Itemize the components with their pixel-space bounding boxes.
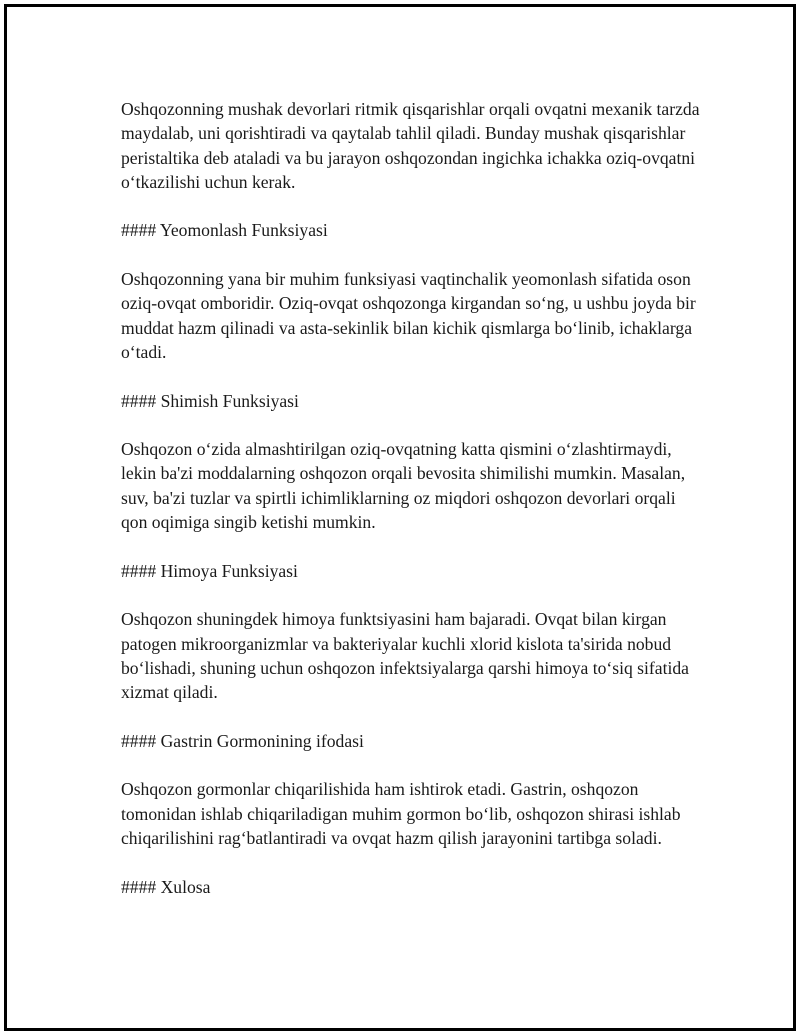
page-frame — [4, 4, 796, 1031]
document-body — [121, 97, 701, 923]
paragraph-gastrin-hormone: Oshqozon gormonlar chiqarilishida ham ishtirok etadi. Gastrin, oshqozon tomonidan ishlab chiqariladigan muhim gormon boʻlib, oshqozon shirasi ishlab chiqarilishini ragʻbatlantiradi va ovqat hazm qilish jarayonini tartibga soladi. — [121, 779, 681, 848]
heading-absorption-function: #### Shimish Funksiyasi — [121, 390, 299, 411]
paragraph-protection-function: Oshqozon shuningdek himoya funktsiyasini ham bajaradi. Ovqat bilan kirgan patogen mikroorganizmlar va bakteriyalar kuchli xlorid kislota ta'sirida nobud boʻlishadi, shuning uchun oshqozon infektsiyalarga qarshi himoya toʻsiq sifatida xizmat qiladi. — [121, 609, 689, 703]
paragraph-absorption-function: Oshqozon oʻzida almashtirilgan oziq-ovqatning katta qismini oʻzlashtirmaydi, lekin ba'zi moddalarning oshqozon orqali bevosita shimilishi mumkin. Masalan, suv, ba'zi tuzlar va spirtli ichimliklarning oz miqdori oshqozon devorlari orqali qon oqimiga singib ketishi mumkin. — [121, 439, 686, 533]
heading-gastrin-hormone: #### Gastrin Gormonining ifodasi — [121, 730, 364, 751]
paragraph-peristalsis: Oshqozonning mushak devorlari ritmik qisqarishlar orqali ovqatni mexanik tarzda maydalab, uni qorishtiradi va qaytalab tahlil qiladi. Bunday mushak qisqarishlar peristaltika deb ataladi va bu jarayon oshqozondan ingichka ichakka oziq-ovqatni oʻtkazilishi uchun kerak. — [121, 99, 700, 192]
heading-protection-function: #### Himoya Funksiyasi — [121, 560, 298, 581]
heading-storage-function: #### Yeomonlash Funksiyasi — [121, 220, 328, 241]
heading-conclusion: #### Xulosa — [121, 876, 211, 897]
paragraph-storage-function: Oshqozonning yana bir muhim funksiyasi vaqtinchalik yeomonlash sifatida oson oziq-ovqat omboridir. Oziq-ovqat oshqozonga kirgandan soʻng, u ushbu joyda bir muddat hazm qilinadi va asta-sekinlik bilan kichik qismlarga boʻlinib, ichaklarga oʻtadi. — [121, 269, 696, 362]
